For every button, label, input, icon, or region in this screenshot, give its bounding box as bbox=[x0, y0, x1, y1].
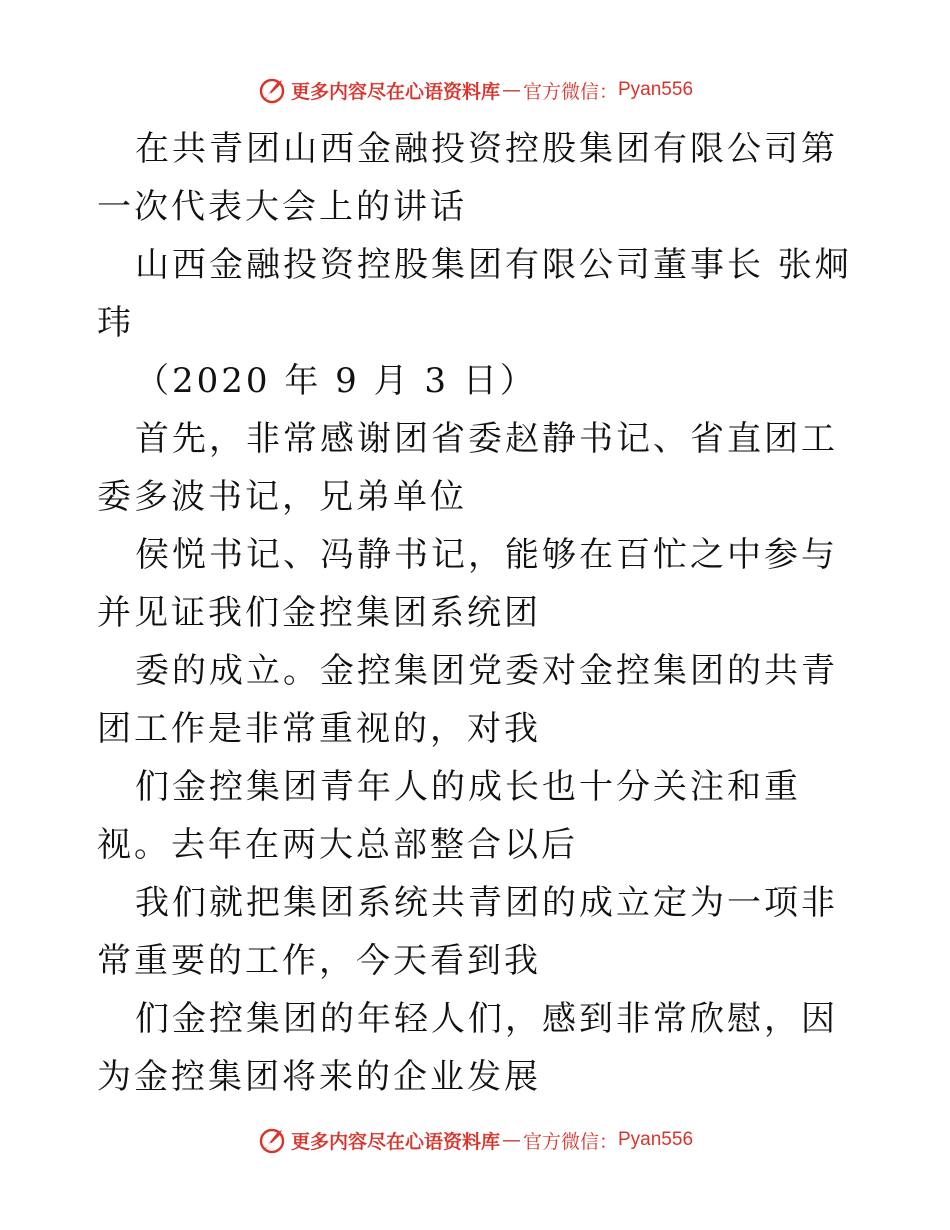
quill-pen-logo-icon bbox=[257, 75, 287, 105]
paragraph: 我们就把集团系统共青团的成立定为一项非常重要的工作，今天看到我 bbox=[97, 883, 838, 981]
paragraph: 首先，非常感谢团省委赵静书记、省直团工委多波书记，兄弟单位 bbox=[97, 419, 838, 517]
banner-dash: — bbox=[501, 1129, 521, 1151]
banner-site-text: 更多内容尽在心语资料库 bbox=[290, 1130, 500, 1153]
footer-banner bbox=[0, 1120, 950, 1160]
banner-dash: — bbox=[501, 79, 521, 101]
document-body bbox=[97, 120, 857, 1106]
header-banner bbox=[0, 70, 950, 110]
paragraph: 们金控集团青年人的成长也十分关注和重视。去年在两大总部整合以后 bbox=[97, 767, 801, 865]
document-title: 在共青团山西金融投资控股集团有限公司第一次代表大会上的讲话 bbox=[97, 129, 838, 227]
banner-wechat-label: 官方微信： bbox=[522, 1130, 618, 1153]
document-speaker: 山西金融投资控股集团有限公司董事长 张炯玮 bbox=[97, 245, 852, 343]
banner-wechat-label: 官方微信： bbox=[522, 80, 618, 103]
paragraph: 委的成立。金控集团党委对金控集团的共青团工作是非常重视的，对我 bbox=[97, 651, 838, 749]
paragraph: 们金控集团的年轻人们，感到非常欣慰，因为金控集团将来的企业发展 bbox=[97, 999, 838, 1097]
paragraph: 侯悦书记、冯静书记，能够在百忙之中参与并见证我们金控集团系统团 bbox=[97, 535, 838, 633]
document-date: （2020 年 9 月 3 日） bbox=[135, 361, 537, 401]
banner-wechat-id: Pyan556 bbox=[618, 1129, 694, 1150]
banner-site-text: 更多内容尽在心语资料库 bbox=[290, 80, 500, 103]
quill-pen-logo-icon bbox=[257, 1125, 287, 1155]
banner-wechat-id: Pyan556 bbox=[618, 79, 694, 100]
